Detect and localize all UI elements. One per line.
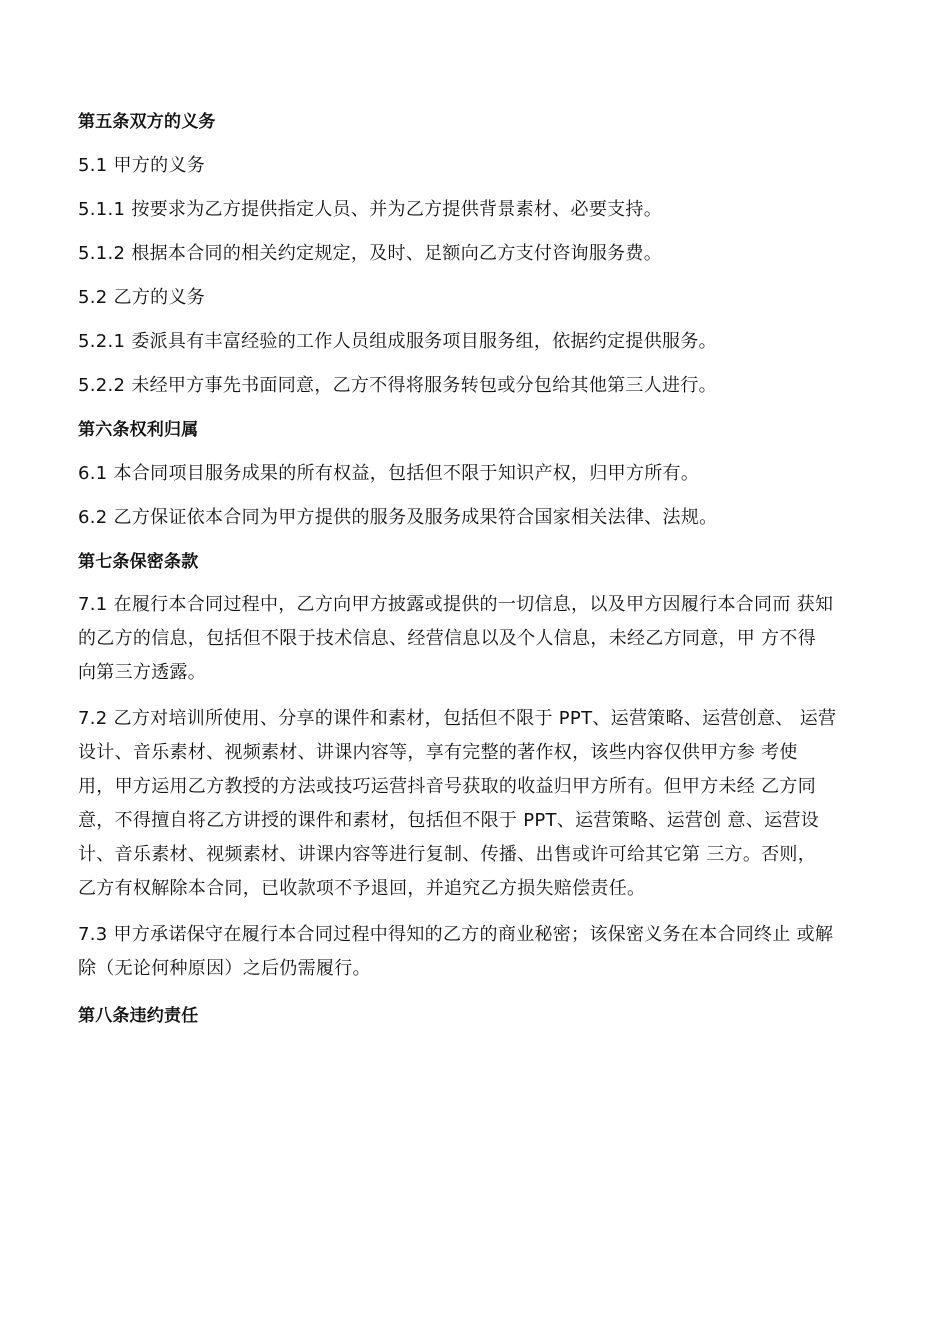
clause-7-3 xyxy=(78,918,870,986)
clause-5-2-2: 5.2.2 未经甲方事先书面同意，乙方不得将服务转包或分包给其他第三人进行。 xyxy=(78,375,717,396)
clause-6-1: 6.1 本合同项目服务成果的所有权益，包括但不限于知识产权，归甲方所有。 xyxy=(78,463,700,484)
clause-7-1-line: 向第三方透露。 xyxy=(78,662,207,683)
section-6-title: 第六条权利归属 xyxy=(78,420,199,440)
clause-7-2-line: 设计、音乐素材、视频素材、讲课内容等，享有完整的著作权，该些内容仅供甲方参 考使 xyxy=(78,742,798,763)
contract-page xyxy=(78,104,870,1042)
clause-7-3-line: 除（无论何种原因）之后仍需履行。 xyxy=(78,958,371,979)
clause-7-2 xyxy=(78,702,870,906)
clause-5-1-1: 5.1.1 按要求为乙方提供指定人员、并为乙方提供背景素材、必要支持。 xyxy=(78,199,663,220)
clause-5-2-1: 5.2.1 委派具有丰富经验的工作人员组成服务项目服务组，依据约定提供服务。 xyxy=(78,331,717,352)
clause-5-1: 5.1 甲方的义务 xyxy=(78,155,206,176)
clause-7-1 xyxy=(78,588,870,690)
clause-7-1-line: 的乙方的信息，包括但不限于技术信息、经营信息以及个人信息，未经乙方同意，甲 方不得 xyxy=(78,628,817,649)
section-5-title: 第五条双方的义务 xyxy=(78,112,216,132)
clause-5-2: 5.2 乙方的义务 xyxy=(78,287,206,308)
section-8-title: 第八条违约责任 xyxy=(78,1006,199,1026)
clause-6-2: 6.2 乙方保证依本合同为甲方提供的服务及服务成果符合国家相关法律、法规。 xyxy=(78,507,718,528)
clause-7-1-line: 7.1 在履行本合同过程中，乙方向甲方披露或提供的一切信息，以及甲方因履行本合同而 获知 xyxy=(78,594,834,615)
clause-5-1-2: 5.1.2 根据本合同的相关约定规定，及时、足额向乙方支付咨询服务费。 xyxy=(78,243,663,264)
clause-7-2-line: 乙方有权解除本合同，已收款项不予退回，并追究乙方损失赔偿责任。 xyxy=(78,878,646,899)
section-7-title: 第七条保密条款 xyxy=(78,552,199,572)
clause-7-2-line: 7.2 乙方对培训所使用、分享的课件和素材，包括但不限于 PPT、运营策略、运营创意、 运营 xyxy=(78,708,837,729)
clause-7-3-line: 7.3 甲方承诺保守在履行本合同过程中得知的乙方的商业秘密；该保密义务在本合同终止 或解 xyxy=(78,924,834,945)
clause-7-2-line: 意，不得擅自将乙方讲授的课件和素材，包括但不限于 PPT、运营策略、运营创 意、运营设 xyxy=(78,810,820,831)
clause-7-2-line: 用，甲方运用乙方教授的方法或技巧运营抖音号获取的收益归甲方所有。但甲方未经 乙方同 xyxy=(78,776,817,797)
clause-7-2-line: 计、音乐素材、视频素材、讲课内容等进行复制、传播、出售或许可给其它第 三方。否则， xyxy=(78,844,817,865)
